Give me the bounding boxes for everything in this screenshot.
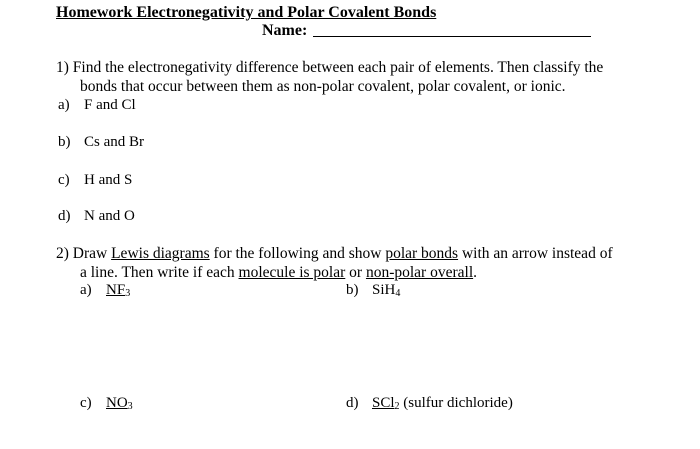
formula-subscript: 3	[125, 288, 131, 299]
q2-item-c	[80, 395, 133, 412]
question-1-line-1: 1) Find the electronegativity difference between each pair of elements. Then classify the	[56, 59, 604, 76]
question-1-line-2: bonds that occur between them as non-polar covalent, polar covalent, or ionic.	[80, 78, 566, 95]
name-label: Name:	[262, 22, 308, 39]
formula-base: NF	[106, 282, 126, 298]
underlined-term: non-polar overall	[365, 264, 474, 281]
item-text: F and Cl	[84, 97, 136, 113]
text-segment: 2) Draw	[56, 245, 112, 262]
item-label: d)	[58, 208, 71, 224]
item-text: Cs and Br	[84, 134, 144, 150]
question-2-line-2	[80, 264, 477, 282]
item-label: d)	[346, 395, 359, 411]
name-field	[262, 22, 591, 40]
formula-description: (sulfur dichloride)	[399, 395, 513, 411]
text-segment: for the following and show	[209, 245, 386, 262]
name-blank-line	[313, 24, 591, 37]
item-text: N and O	[84, 208, 135, 224]
text-segment: a line. Then write if each	[80, 264, 239, 281]
formula-subscript: 3	[127, 401, 133, 412]
item-label: c)	[80, 395, 92, 411]
underlined-term: molecule is polar	[238, 264, 346, 281]
text-segment: or	[345, 264, 366, 281]
q2-item-d	[346, 395, 513, 412]
item-label: a)	[80, 282, 92, 298]
formula-base: SiH	[372, 282, 396, 298]
formula	[106, 395, 133, 411]
formula	[372, 395, 400, 411]
item-label: c)	[58, 172, 70, 188]
q1-item-a	[58, 97, 136, 114]
q1-item-b	[58, 134, 144, 151]
underlined-term: Lewis diagrams	[111, 245, 210, 262]
item-text: H and S	[84, 172, 133, 188]
item-label: b)	[58, 134, 71, 150]
q1-item-c	[58, 172, 132, 189]
formula	[372, 282, 400, 298]
page-title: Homework Electronegativity and Polar Covalent Bonds	[56, 4, 437, 21]
underlined-term: polar bonds	[385, 245, 459, 262]
item-label: a)	[58, 97, 70, 113]
formula-base: NO	[106, 395, 128, 411]
question-2-line-1	[56, 245, 613, 263]
q2-item-b	[346, 282, 400, 299]
q1-item-d	[58, 208, 135, 225]
formula-subscript: 4	[395, 288, 401, 299]
q2-item-a	[80, 282, 130, 299]
formula-subscript: 2	[394, 401, 400, 412]
text-segment: .	[473, 264, 477, 281]
formula-base: SCl	[372, 395, 395, 411]
text-segment: with an arrow instead of	[458, 245, 613, 262]
item-label: b)	[346, 282, 359, 298]
formula	[106, 282, 130, 298]
